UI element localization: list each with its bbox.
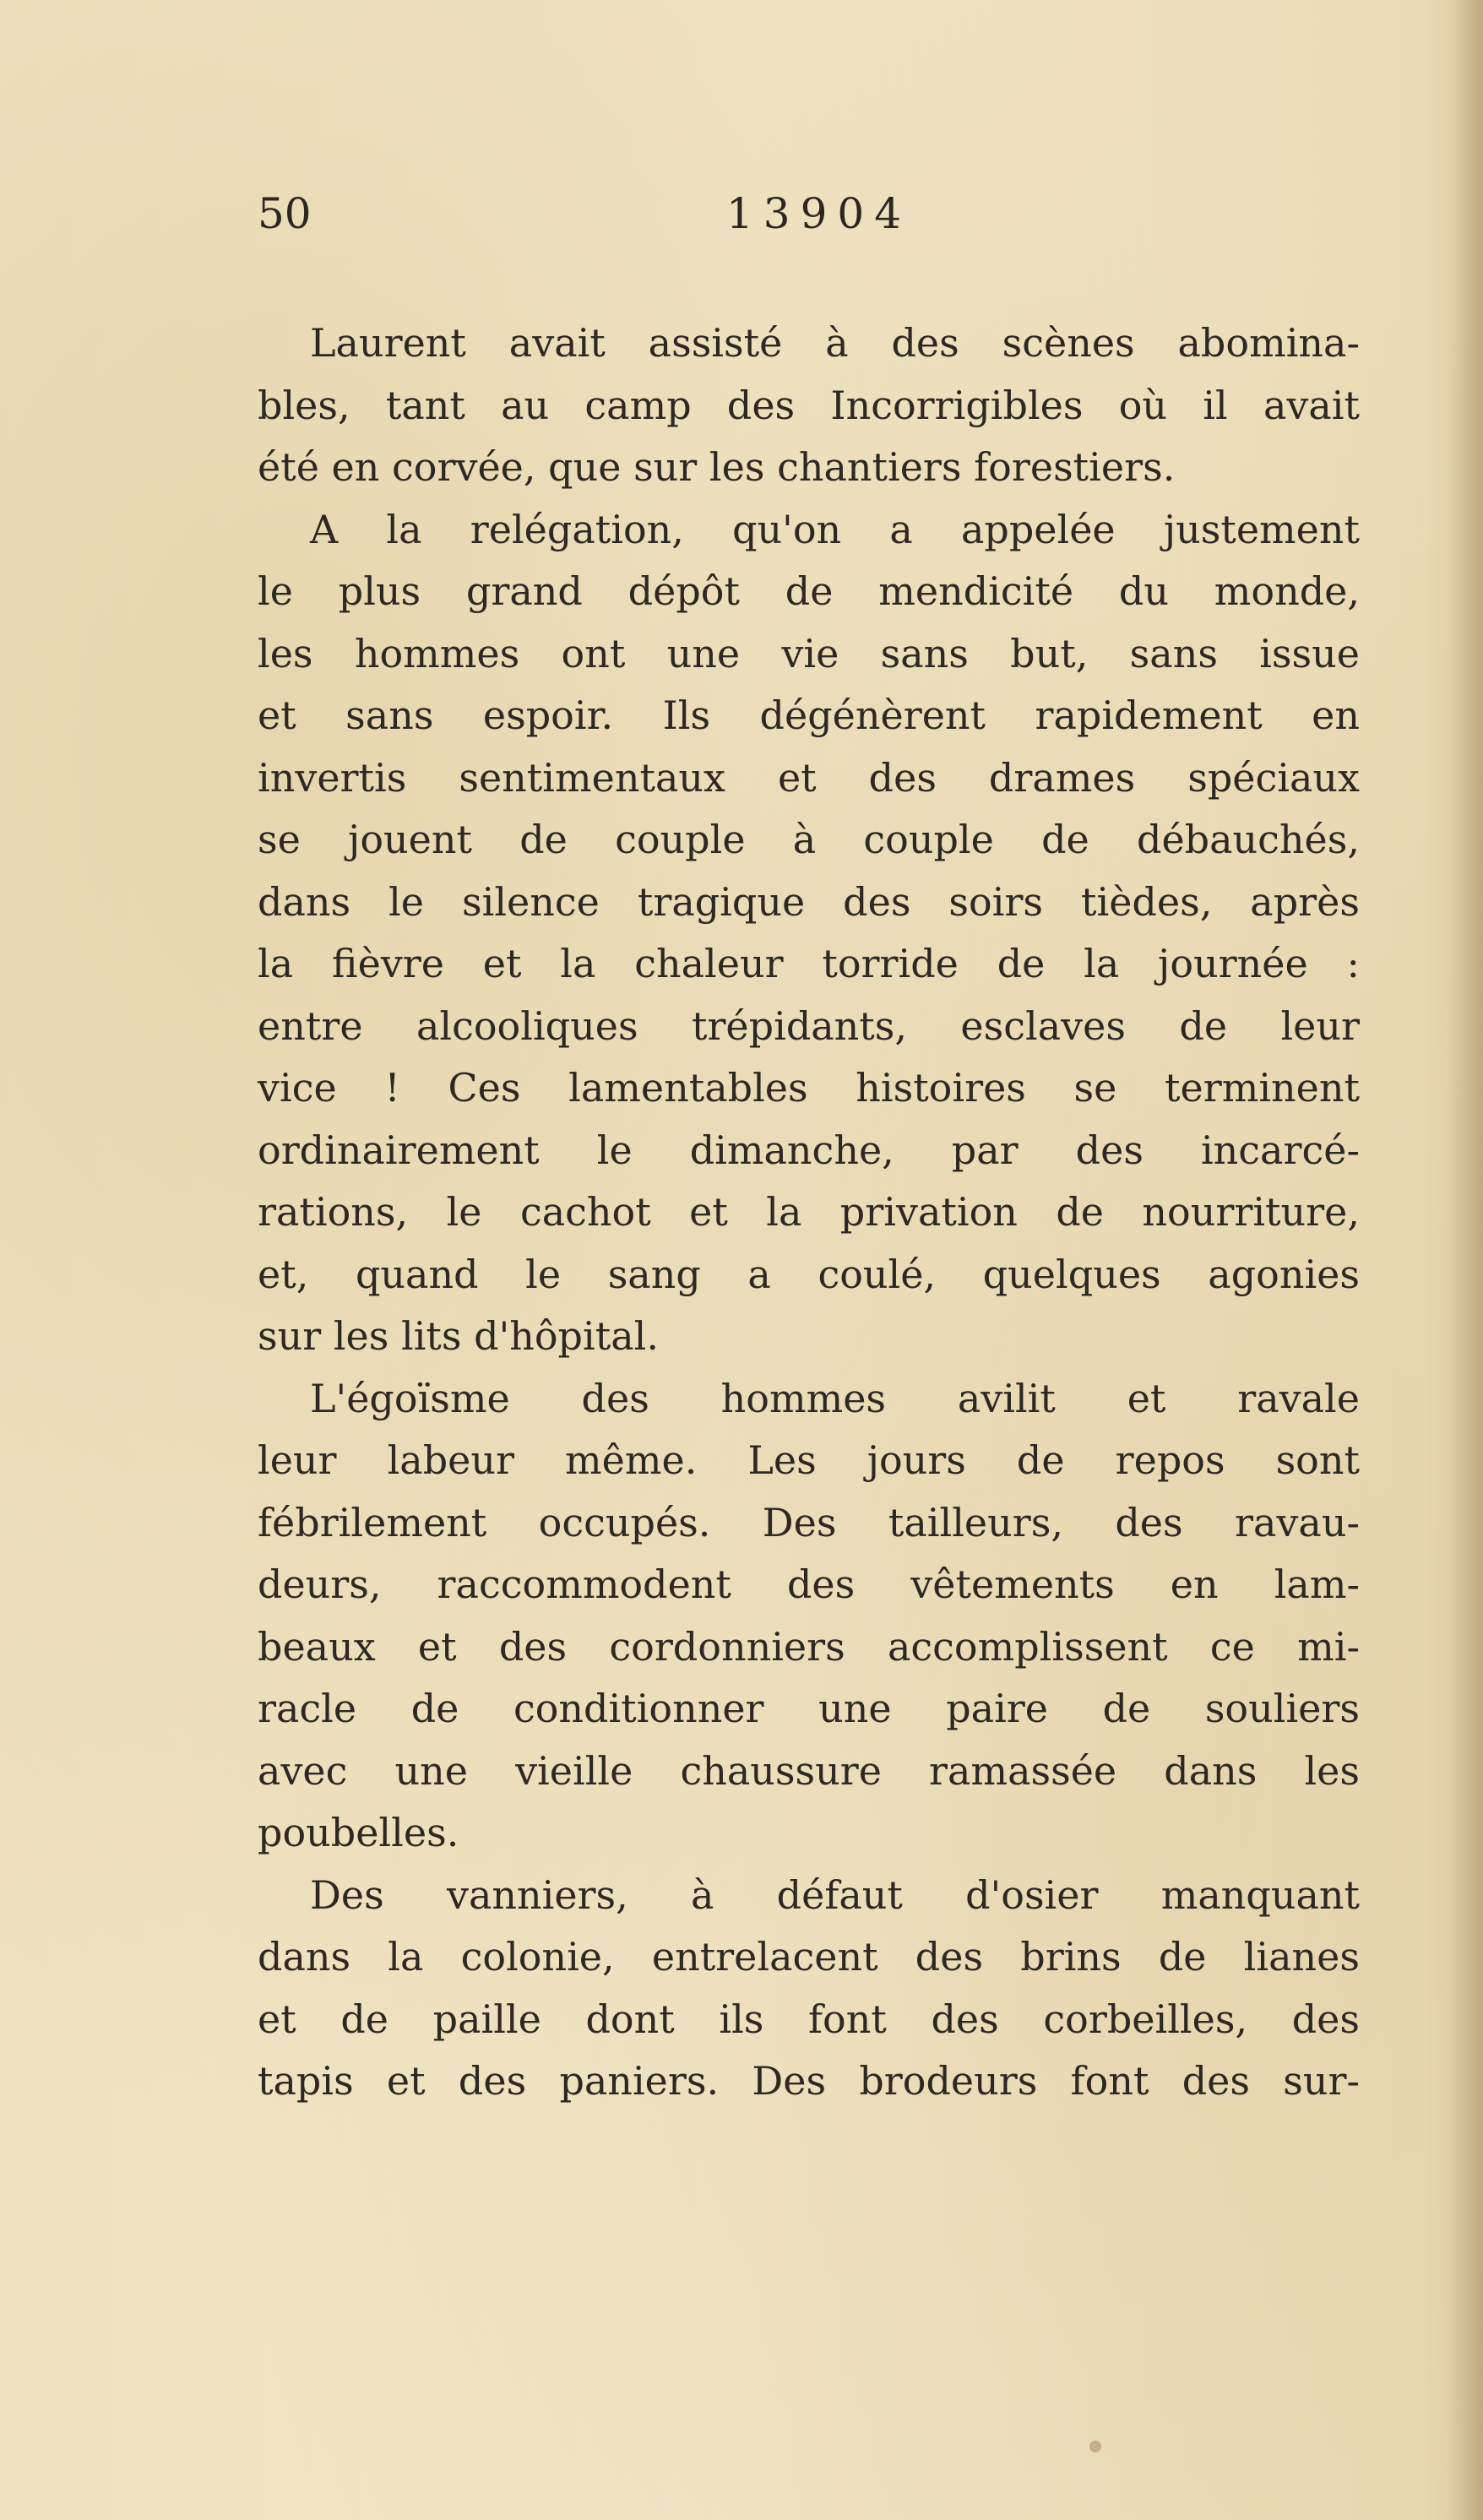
paragraph [258, 1865, 1360, 2113]
text-line: sur les lits d'hôpital. [258, 1313, 659, 1359]
text-line: se jouent de couple à couple de débauchés, [258, 817, 1360, 862]
text-line: fébrilement occupés. Des tailleurs, des ravau- [258, 1499, 1360, 1545]
text-line: leur labeur même. Les jours de repos sont [258, 1437, 1360, 1483]
page-number: 50 [258, 189, 312, 238]
paragraph [258, 499, 1360, 1368]
text-line: racle de conditionner une paire de souliers [258, 1686, 1360, 1731]
text-line: et de paille dont ils font des corbeilles, des [258, 1996, 1360, 2042]
text-line: L'égoïsme des hommes avilit et ravale [310, 1375, 1360, 1421]
text-line: ordinairement le dimanche, par des incarcé- [258, 1127, 1360, 1173]
text-line: et sans espoir. Ils dégénèrent rapidement en [258, 692, 1360, 738]
text-line: les hommes ont une vie sans but, sans issue [258, 630, 1360, 676]
text-line: beaux et des cordonniers accomplissent ce mi- [258, 1623, 1360, 1670]
text-line: dans la colonie, entrelacent des brins de lianes [258, 1934, 1360, 1980]
text-line: tapis et des paniers. Des brodeurs font des sur- [258, 2058, 1360, 2104]
text-line: Laurent avait assisté à des scènes abomina- [310, 320, 1360, 366]
text-line: vice ! Ces lamentables histoires se terminent [258, 1065, 1360, 1111]
text-line: avec une vieille chaussure ramassée dans les [258, 1747, 1360, 1794]
text-line: poubelles. [258, 1810, 459, 1855]
text-line: entre alcooliques trépidants, esclaves de leur [258, 1002, 1360, 1049]
text-line: A la relégation, qu'on a appelée justement [310, 506, 1360, 552]
text-line: invertis sentimentaux et des drames spéciaux [258, 754, 1360, 801]
page-header [258, 184, 1355, 243]
text-line: rations, le cachot et la privation de nourriture, [258, 1189, 1360, 1235]
text-line: deurs, raccommodent des vêtements en lam- [258, 1561, 1360, 1607]
text-line: dans le silence tragique des soirs tièdes, après [258, 878, 1360, 925]
running-head: 13904 [726, 189, 912, 238]
page-edge-shadow [1449, 0, 1483, 2520]
text-line: et, quand le sang a coulé, quelques agonies [258, 1251, 1360, 1297]
text-line: le plus grand dépôt de mendicité du monde, [258, 568, 1360, 614]
text-line: la fièvre et la chaleur torride de la journée : [258, 941, 1360, 986]
text-line: été en corvée, que sur les chantiers forestiers. [258, 444, 1176, 490]
paper-speck [1089, 2441, 1101, 2452]
text-line: bles, tant au camp des Incorrigibles où il avait [258, 382, 1360, 428]
paragraph [258, 1368, 1360, 1865]
body-text [258, 312, 1360, 2113]
text-line: Des vanniers, à défaut d'osier manquant [310, 1871, 1360, 1918]
paragraph [258, 312, 1360, 499]
